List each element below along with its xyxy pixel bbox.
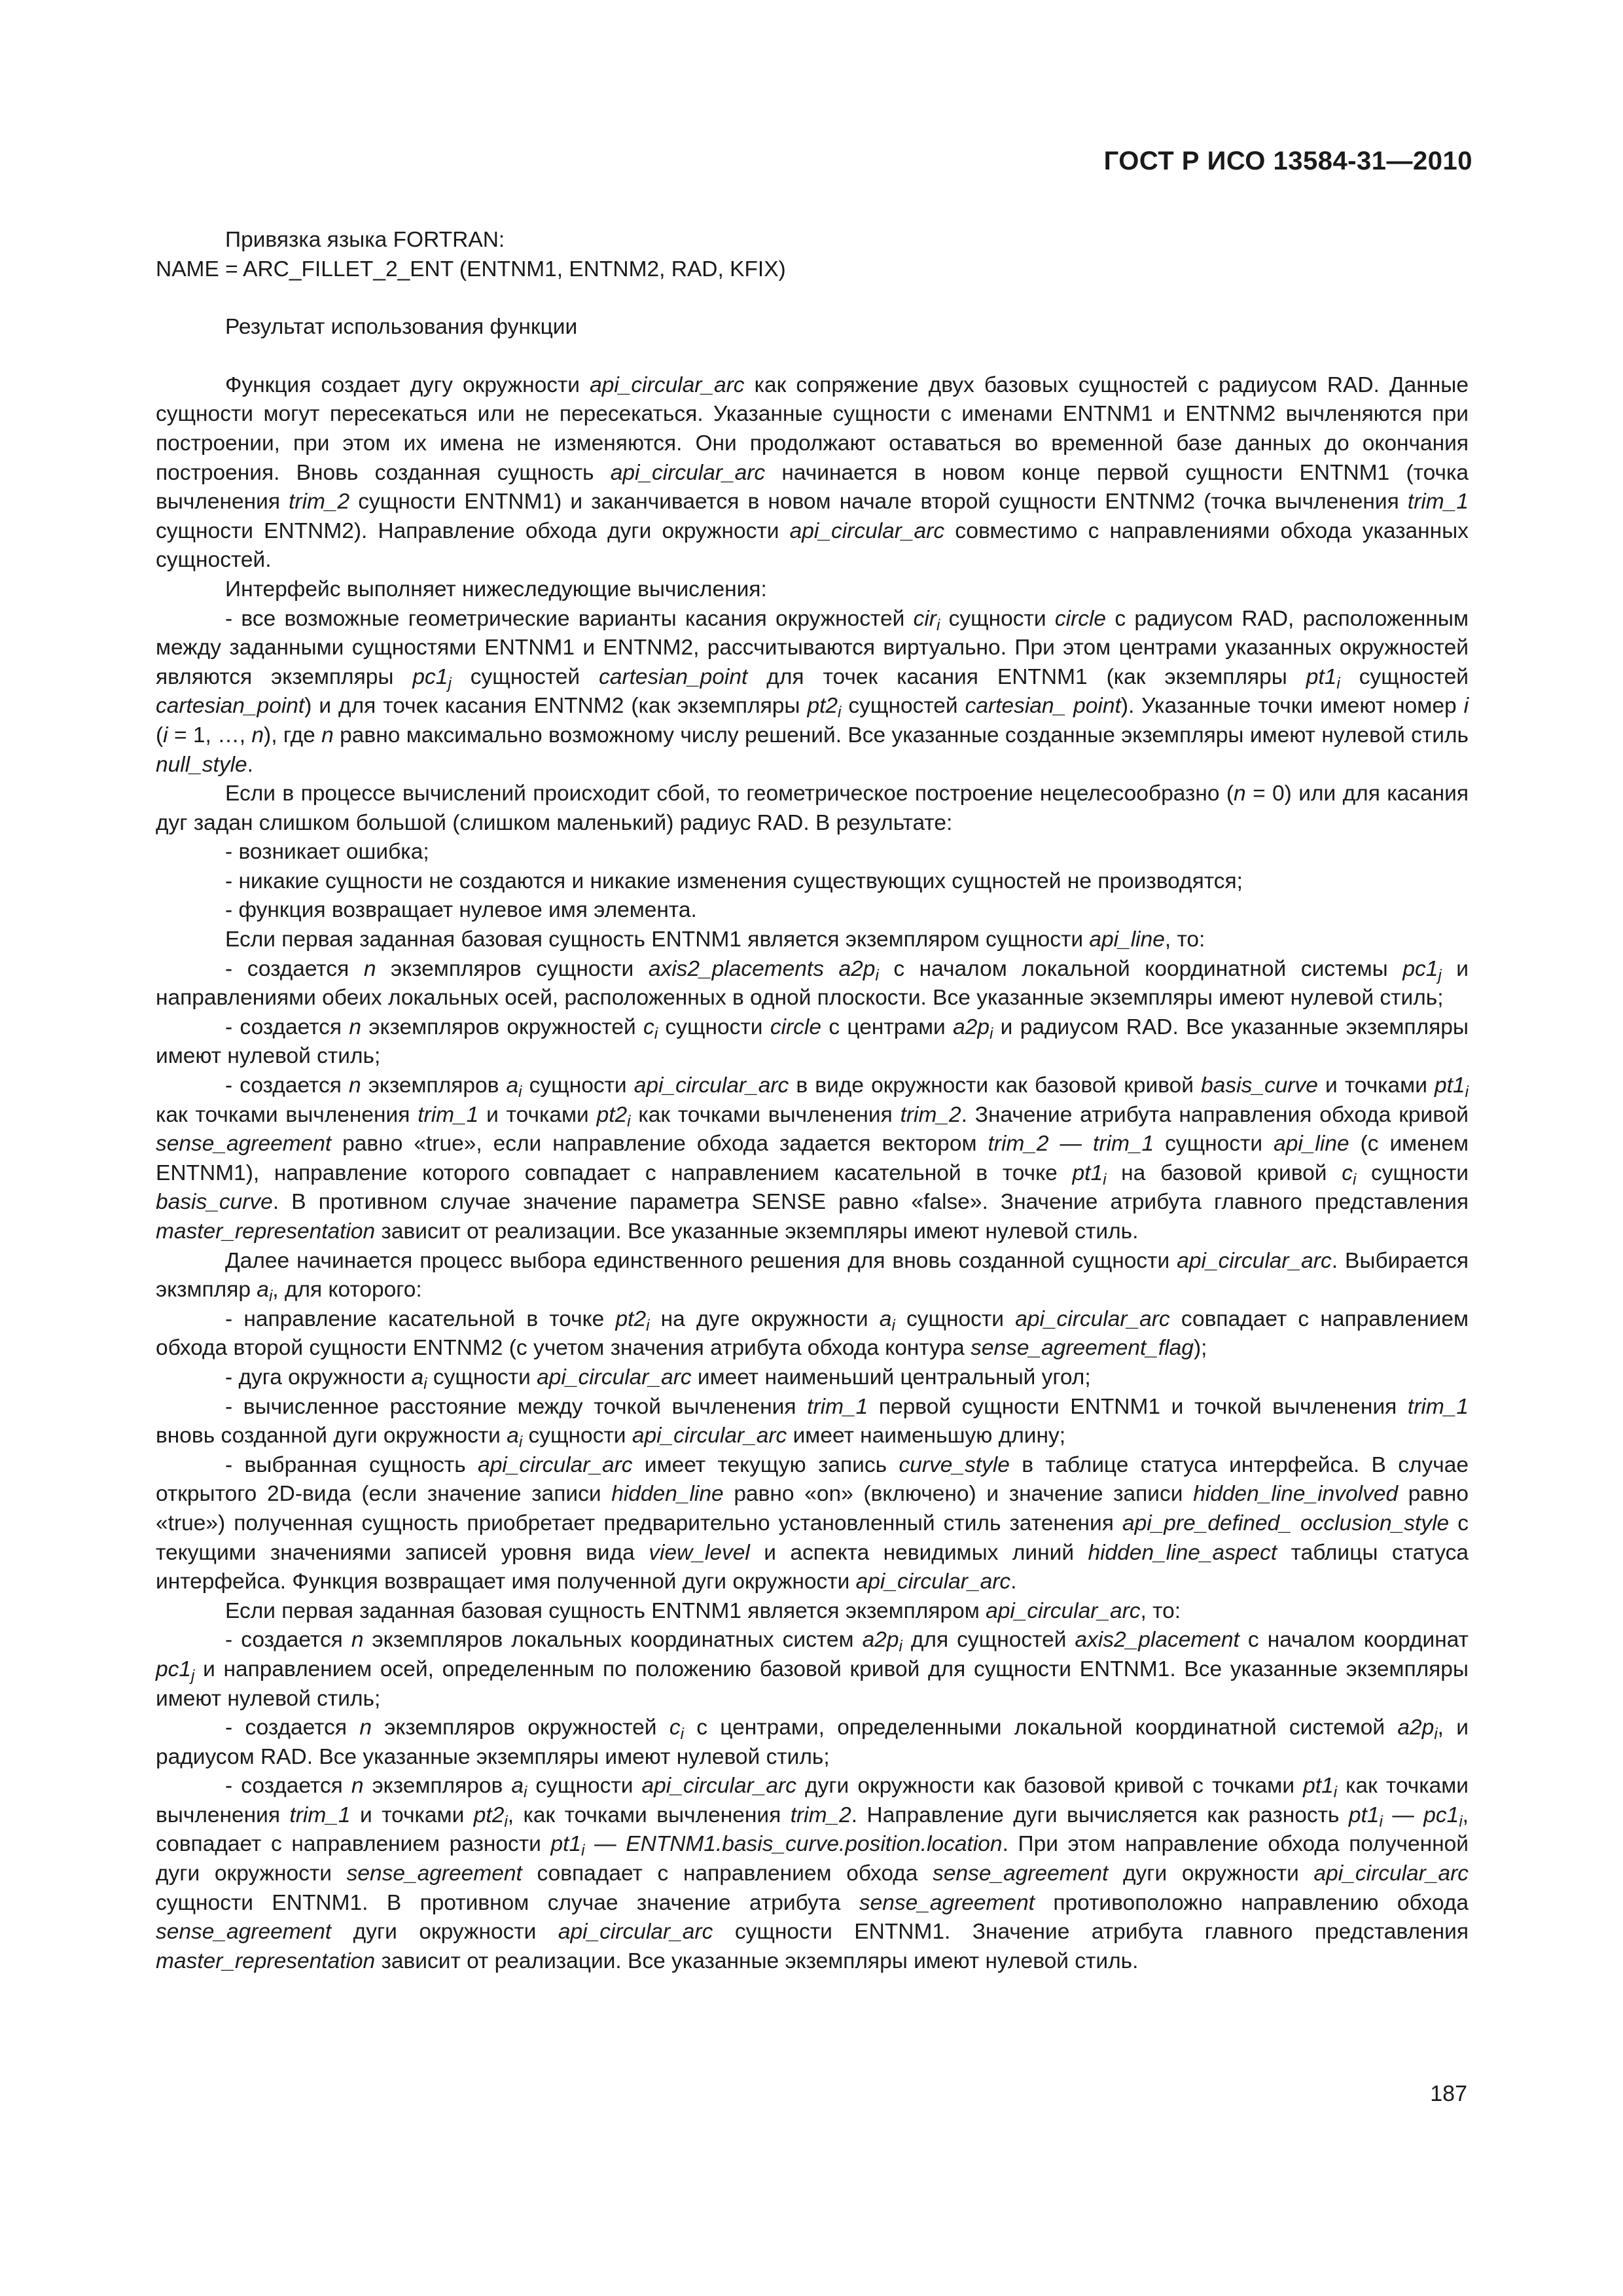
list-item: - никакие сущности не создаются и никакие изменения существующих сущностей не производятся; <box>225 869 1243 893</box>
paragraph: Если в процессе вычислений происходит сбой, то геометрическое построение нецелесообразно (n = 0) или для касания дуг задан слишком большой (слишком маленький) радиус RAD. В результате: <box>156 781 1469 835</box>
list-item: - создается n экземпляров окружностей $c_i$ сущности circle с центрами $a2p_i$ и радиусом RAD. Все указанные экземпляры имеют нулевой стиль; <box>156 1014 1469 1069</box>
list-item: - создается n экземпляров окружностей $c_i$ с центрами, определенными локальной координатной системой $a2p_i$, и радиусом RAD. Все указанные экземпляры имеют нулевой стиль; <box>156 1715 1469 1769</box>
section-heading-result: Результат использования функции <box>225 315 578 340</box>
fortran-binding: Привязка языка FORTRAN: NAME = ARC_FILLET_2_ENT (ENTNM1, ENTNM2, RAD, KFIX) <box>156 228 786 281</box>
list-item: - создается n экземпляров сущности axis2_placements $a2p_i$ с началом локальной координатной системы $pc1_j$ и направлениями обеих локальных осей, расположенных в одной плоскости. Все указанные экземпляры имеют нулевой стиль; <box>156 956 1469 1011</box>
list-item: - создается n экземпляров $a_i$ сущности api_circular_arc в виде окружности как базовой кривой basis_curve и точками $pt1_i$ как точками вычленения trim_1 и точками $pt2_i$ как точками вычленения trim_2. Значение атрибута направления обхода кривой sense_agreement равно «true», если направление обхода задается вектором trim_2 — trim_1 сущности api_line (с именем ENTNM1), направление которого совпадает с направлением касательной в точке $pt1_i$ на базовой кривой $c_i$ сущности basis_curve. В противном случае значение параметра SENSE равно «false». Значение атрибута главного представления master_representation зависит от реализации. Все указанные экземпляры имеют нулевой стиль. <box>156 1073 1469 1244</box>
list-item: - выбранная сущность api_circular_arc имеет текущую запись curve_style в таблице статуса интерфейса. В случае открытого 2D-вида (если значение записи hidden_line равно «on» (включено) и значение записи hidden_line_involved равно «true») полученная сущность приобретает предварительно установленный стиль затенения api_pre_defined_ occlusion_style с текущими значениями записей уровня вида view_level и аспекта невидимых линий hidden_line_aspect таблицы статуса интерфейса. Функция возвращает имя полученной дуги окружности api_circular_arc. <box>156 1452 1469 1594</box>
page-number: 187 <box>1430 2081 1467 2106</box>
list-item: - направление касательной в точке $pt2_i$ на дуге окружности $a_i$ сущности api_circular_arc совпадает с направлением обхода второй сущности ENTNM2 (с учетом значения атрибута обхода контура sense_agreement_flag); <box>156 1306 1469 1361</box>
paragraph: Далее начинается процесс выбора единственного решения для вновь созданной сущности api_circular_arc. Выбирается экзмпляр $a_i$, для которого: <box>156 1248 1469 1306</box>
list-item: - вычисленное расстояние между точкой вычленения trim_1 первой сущности ENTNM1 и точкой вычленения trim_1 вновь созданной дуги окружности $a_i$ сущности api_circular_arc имеет наименьшую длину; <box>156 1394 1469 1452</box>
paragraph: Интерфейс выполняет нижеследующие вычисления: <box>225 577 767 601</box>
document-body <box>156 226 1469 1976</box>
list-item: - создается n экземпляров локальных координатных систем $a2p_i$ для сущностей axis2_placement с началом координат $pc1_j$ и направлением осей, определенным по положению базовой кривой для сущности ENTNM1. Все указанные экземпляры имеют нулевой стиль; <box>156 1628 1469 1711</box>
paragraph: Функция создает дугу окружности api_circular_arc как сопряжение двух базовых сущностей с радиусом RAD. Данные сущности могут пересекаться или не пересекаться. Указанные сущности с именами ENTNM1 и ENTNM2 вычленяются при построении, при этом их имена не изменяются. Они продолжают оставаться во временной базе данных до окончания построения. Вновь созданная сущность api_circular_arc начинается в новом конце первой сущности ENTNM1 (точка вычленения trim_2 сущности ENTNM1) и заканчивается в новом начале второй сущности ENTNM2 (точка вычленения trim_1 сущности ENTNM2). Направление обхода дуги окружности api_circular_arc совместимо с направлениями обхода указанных сущностей. <box>156 372 1469 573</box>
list-item: - все возможные геометрические варианты касания окружностей cir$_i$ сущности circle с радиусом RAD, расположенным между заданными сущностями ENTNM1 и ENTNM2, рассчитываются виртуально. При этом центрами указанных окружностей являются экземпляры $pc1_j$ сущностей cartesian_point для точек касания ENTNM1 (как экземпляры $pt1_i$ сущностей cartesian_point) и для точек касания ENTNM2 (как экземпляры $pt2_i$ сущностей cartesian_ point). Указанные точки имеют номер i (i = 1, …, n), где n равно максимально возможному числу решений. Все указанные созданные экземпляры имеют нулевой стиль null_style. <box>156 606 1469 777</box>
paragraph: Если первая заданная базовая сущность ENTNM1 является экземпляром сущности api_line, то: <box>225 927 1205 952</box>
list-item: - создается n экземпляров $a_i$ сущности api_circular_arc дуги окружности как базовой кривой с точками $pt1_i$ как точками вычленения trim_1 и точками $pt2_i$, как точками вычленения trim_2. Направление дуги вычисляется как разность $pt1_i$ — $pc1_i$, совпадает с направлением разности $pt1_i$ — ENTNM1.basis_curve.position.location. При этом направление обхода полученной дуги окружности sense_agreement совпадает с направлением обхода sense_agreement дуги окружности api_circular_arc сущности ENTNM1. В противном случае значение атрибута sense_agreement противоположно направлению обхода sense_agreement дуги окружности api_circular_arc сущности ENTNM1. Значение атрибута главного представления master_representation зависит от реализации. Все указанные экземпляры имеют нулевой стиль. <box>156 1774 1469 1973</box>
list-item: - функция возвращает нулевое имя элемента. <box>225 898 697 923</box>
list-item: - возникает ошибка; <box>225 840 429 865</box>
list-item: - дуга окружности $a_i$ сущности api_circular_arc имеет наименьший центральный угол; <box>225 1365 1091 1393</box>
paragraph: Если первая заданная базовая сущность ENTNM1 является экземпляром api_circular_arc, то: <box>225 1598 1181 1623</box>
standard-header: ГОСТ Р ИСО 13584-31—2010 <box>1103 147 1472 175</box>
